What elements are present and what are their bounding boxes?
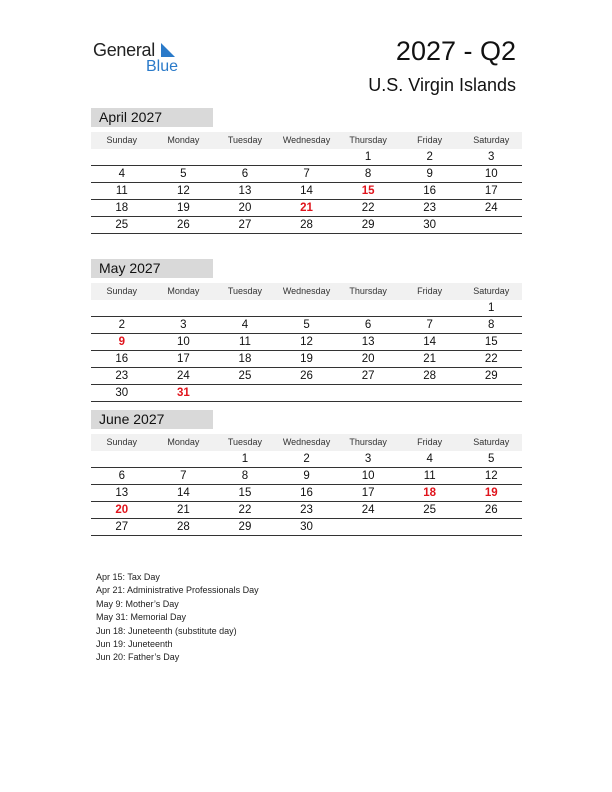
day-cell: 10 <box>176 336 190 348</box>
day-cell: 15 <box>484 336 498 348</box>
weekday-label: Tuesday <box>227 437 263 447</box>
empty-day-cell <box>460 217 522 233</box>
empty-day-cell <box>399 385 461 401</box>
day-cell: 30 <box>300 521 313 533</box>
holiday-notes <box>96 571 259 665</box>
weekday-label: Tuesday <box>227 135 263 145</box>
day-cell: 12 <box>484 470 498 482</box>
logo-blue-text: Blue <box>146 58 179 75</box>
empty-day-cell <box>460 519 522 535</box>
day-cell: 24 <box>484 202 498 214</box>
day-cell: 15 <box>361 185 375 197</box>
weekday-label: Monday <box>167 286 200 296</box>
weekday-label: Saturday <box>473 286 510 296</box>
day-cell: 6 <box>241 168 249 180</box>
week-row <box>91 300 522 317</box>
day-cell: 26 <box>176 219 190 231</box>
holiday-note: Apr 15: Tax Day <box>96 572 160 582</box>
weekday-header-row <box>91 132 522 149</box>
week-row <box>91 468 522 485</box>
day-cell: 28 <box>300 219 313 231</box>
day-cell: 22 <box>238 504 252 516</box>
day-cell: 14 <box>423 336 437 348</box>
day-cell: 7 <box>303 168 310 180</box>
week-row <box>91 200 522 217</box>
day-cell: 24 <box>176 370 190 382</box>
day-cell: 28 <box>423 370 437 382</box>
weekday-label: Friday <box>417 286 443 296</box>
page-title: 2027 - Q2 <box>395 36 516 66</box>
weekday-header-row <box>91 283 522 300</box>
day-cell: 1 <box>488 302 495 314</box>
day-cell: 27 <box>115 521 129 533</box>
holiday-note: Jun 20: Father’s Day <box>96 652 180 663</box>
day-cell: 1 <box>241 453 249 465</box>
empty-day-cell <box>276 300 338 316</box>
week-row <box>91 368 522 385</box>
month-may <box>91 259 522 402</box>
day-cell: 11 <box>115 185 128 197</box>
day-cell: 18 <box>238 353 252 365</box>
empty-day-cell <box>214 149 276 165</box>
day-cell: 5 <box>180 168 187 180</box>
day-cell: 21 <box>176 504 190 516</box>
empty-day-cell <box>276 385 338 401</box>
holiday-note: May 9: Mother’s Day <box>96 598 179 609</box>
day-cell: 2 <box>426 151 433 163</box>
day-cell: 25 <box>238 370 252 382</box>
day-cell: 11 <box>423 470 436 482</box>
day-cell: 21 <box>300 202 313 214</box>
day-cell: 13 <box>115 487 129 499</box>
day-cell: 27 <box>361 370 375 382</box>
day-cell: 26 <box>300 370 313 382</box>
day-cell: 8 <box>488 319 495 331</box>
empty-day-cell <box>214 300 276 316</box>
month-april <box>91 108 522 234</box>
weekday-label: Tuesday <box>227 286 263 296</box>
week-row <box>91 334 522 351</box>
week-row <box>91 385 522 402</box>
day-cell: 12 <box>300 336 313 348</box>
weekday-label: Saturday <box>473 135 510 145</box>
day-cell: 16 <box>423 185 437 197</box>
day-cell: 8 <box>241 470 249 482</box>
day-cell: 23 <box>300 504 313 516</box>
weekday-label: Wednesday <box>282 135 331 145</box>
week-row <box>91 351 522 368</box>
week-row <box>91 166 522 183</box>
day-cell: 17 <box>176 353 190 365</box>
week-row <box>91 183 522 200</box>
day-cell: 21 <box>423 353 437 365</box>
empty-day-cell <box>153 451 215 467</box>
day-cell: 3 <box>180 319 187 331</box>
day-cell: 5 <box>303 319 310 331</box>
day-cell: 15 <box>238 487 252 499</box>
day-cell: 27 <box>238 219 252 231</box>
day-cell: 24 <box>361 504 375 516</box>
day-cell: 14 <box>176 487 190 499</box>
day-cell: 19 <box>484 487 498 499</box>
holiday-note: Apr 21: Administrative Professionals Day <box>96 585 259 596</box>
day-cell: 13 <box>361 336 375 348</box>
holiday-note: May 31: Memorial Day <box>96 612 187 623</box>
day-cell: 7 <box>426 319 433 331</box>
day-cell: 2 <box>118 319 125 331</box>
day-cell: 30 <box>115 387 129 399</box>
week-row <box>91 217 522 234</box>
day-cell: 14 <box>300 185 313 197</box>
day-cell: 8 <box>364 168 372 180</box>
weekday-label: Sunday <box>106 286 138 296</box>
day-cell: 4 <box>426 453 433 465</box>
day-cell: 22 <box>361 202 375 214</box>
weekday-label: Sunday <box>106 135 138 145</box>
generalblue-logo <box>93 40 193 80</box>
week-row <box>91 451 522 468</box>
empty-day-cell <box>337 300 399 316</box>
weekday-label: Monday <box>167 437 200 447</box>
empty-day-cell <box>337 519 399 535</box>
empty-day-cell <box>399 300 461 316</box>
day-cell: 2 <box>303 453 310 465</box>
day-cell: 26 <box>484 504 498 516</box>
day-cell: 1 <box>364 151 372 163</box>
day-cell: 22 <box>484 353 498 365</box>
day-cell: 4 <box>118 168 125 180</box>
week-row <box>91 149 522 166</box>
empty-day-cell <box>91 300 153 316</box>
day-cell: 25 <box>423 504 437 516</box>
day-cell: 30 <box>423 219 437 231</box>
day-cell: 20 <box>115 504 129 516</box>
day-cell: 29 <box>361 219 375 231</box>
day-cell: 18 <box>115 202 129 214</box>
weekday-label: Thursday <box>349 437 387 447</box>
weekday-label: Wednesday <box>282 437 331 447</box>
day-cell: 10 <box>361 470 375 482</box>
holiday-note: Jun 19: Juneteenth <box>96 639 173 650</box>
month-title: June 2027 <box>91 410 213 429</box>
day-cell: 3 <box>364 453 372 465</box>
day-cell: 9 <box>118 336 125 348</box>
day-cell: 28 <box>176 521 190 533</box>
empty-day-cell <box>460 385 522 401</box>
day-cell: 19 <box>176 202 190 214</box>
day-cell: 3 <box>488 151 495 163</box>
weekday-label: Friday <box>417 135 443 145</box>
day-cell: 12 <box>176 185 190 197</box>
day-cell: 18 <box>423 487 437 499</box>
day-cell: 11 <box>238 336 251 348</box>
weekday-header-row <box>91 434 522 451</box>
week-row <box>91 519 522 536</box>
weekday-label: Saturday <box>473 437 510 447</box>
weekday-label: Sunday <box>106 437 138 447</box>
day-cell: 13 <box>238 185 252 197</box>
logo-triangle-icon <box>161 43 175 57</box>
empty-day-cell <box>214 385 276 401</box>
logo-general-text: General <box>93 40 155 60</box>
day-cell: 17 <box>484 185 498 197</box>
empty-day-cell <box>91 451 153 467</box>
week-row <box>91 317 522 334</box>
month-june <box>91 410 522 536</box>
day-cell: 10 <box>484 168 498 180</box>
empty-day-cell <box>91 149 153 165</box>
day-cell: 9 <box>426 168 433 180</box>
weekday-label: Wednesday <box>282 286 331 296</box>
empty-day-cell <box>276 149 338 165</box>
day-cell: 19 <box>300 353 313 365</box>
day-cell: 29 <box>484 370 498 382</box>
holiday-note: Jun 18: Juneteenth (substitute day) <box>96 625 237 636</box>
day-cell: 23 <box>423 202 437 214</box>
empty-day-cell <box>399 519 461 535</box>
empty-day-cell <box>337 385 399 401</box>
day-cell: 17 <box>361 487 375 499</box>
page-subtitle: U.S. Virgin Islands <box>368 75 516 95</box>
month-title: April 2027 <box>91 108 213 127</box>
day-cell: 4 <box>241 319 249 331</box>
day-cell: 16 <box>300 487 313 499</box>
day-cell: 20 <box>238 202 252 214</box>
empty-day-cell <box>153 300 215 316</box>
day-cell: 20 <box>361 353 375 365</box>
empty-day-cell <box>153 149 215 165</box>
day-cell: 6 <box>118 470 125 482</box>
day-cell: 6 <box>364 319 372 331</box>
day-cell: 5 <box>488 453 495 465</box>
day-cell: 16 <box>115 353 129 365</box>
week-row <box>91 485 522 502</box>
week-row <box>91 502 522 519</box>
day-cell: 25 <box>115 219 129 231</box>
day-cell: 31 <box>176 387 190 399</box>
weekday-label: Monday <box>167 135 200 145</box>
month-title: May 2027 <box>91 259 213 278</box>
weekday-label: Thursday <box>349 135 387 145</box>
weekday-label: Friday <box>417 437 443 447</box>
day-cell: 7 <box>180 470 187 482</box>
weekday-label: Thursday <box>349 286 387 296</box>
day-cell: 23 <box>115 370 129 382</box>
day-cell: 9 <box>303 470 310 482</box>
day-cell: 29 <box>238 521 252 533</box>
